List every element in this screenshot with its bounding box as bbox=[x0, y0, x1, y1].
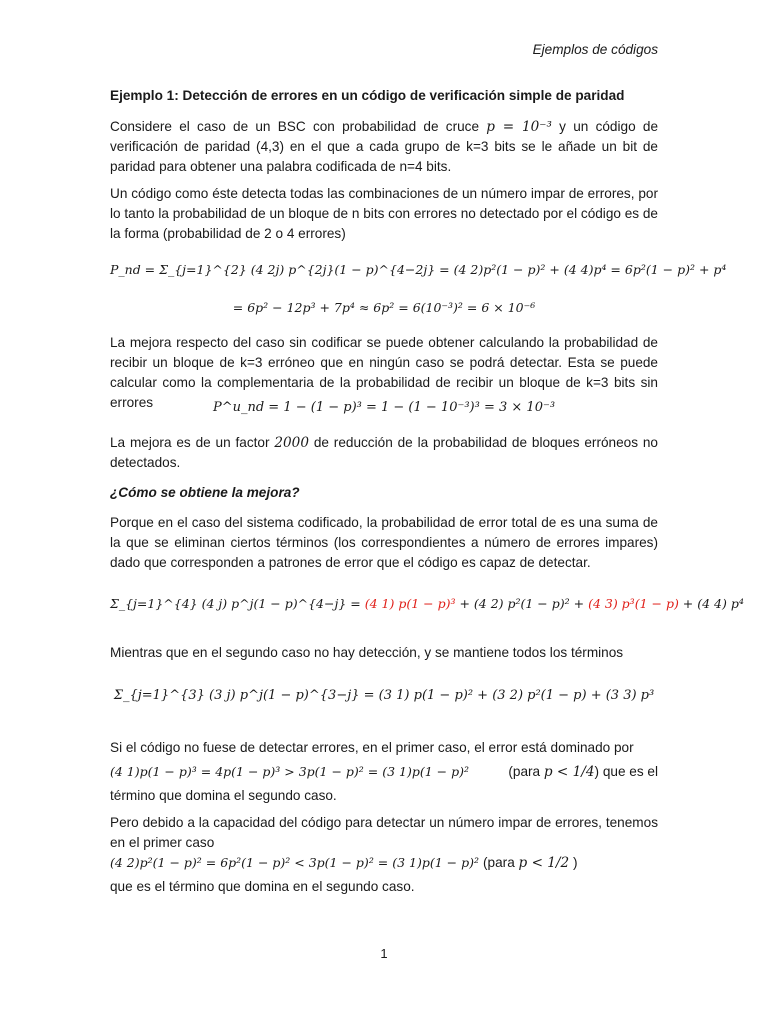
dominant-2-text-a: Pero debido a la capacidad del código para detectar un número impar de errores, tenemos en el primer caso bbox=[110, 815, 658, 850]
paragraph-detection: Un código como éste detecta todas las combinaciones de un número impar de errores, por lo tanto la probabilidad de un bloque de n bits con errores no detectado por el código es de la forma (probabilidad de 2 o 4 errores) bbox=[110, 186, 658, 241]
example-title: Ejemplo 1: Detección de errores en un código de verificación simple de paridad bbox=[110, 88, 625, 103]
equation-pnd-line2: = 6p² − 12p³ + 7p⁴ ≈ 6p² = 6(10⁻³)² = 6 × 10⁻⁶ bbox=[232, 300, 536, 315]
paragraph-dominant-1-line3: término que domina el segundo caso. bbox=[110, 788, 337, 803]
equation-coded-sum-c: + (4 4) p⁴ bbox=[678, 596, 744, 611]
dominant-2-cond-math: p < 1/2 bbox=[518, 855, 570, 871]
paragraph-intro bbox=[110, 117, 658, 177]
dominant-2-math: (4 2)p²(1 − p)² = 6p²(1 − p)² < 3p(1 − p)² = (3 1)p(1 − p)² bbox=[110, 855, 480, 870]
paragraph-dominant-2 bbox=[110, 813, 658, 897]
dominant-1-tail: ) que es el bbox=[594, 764, 658, 779]
paragraph-factor-text-b: de reducción de la probabilidad de bloques erróneos no detectados. bbox=[110, 435, 658, 470]
paragraph-dominant-1-line2 bbox=[110, 762, 658, 782]
paragraph-uncoded: Mientras que en el segundo caso no hay detección, y se mantiene todos los términos bbox=[110, 645, 624, 660]
equation-coded-red-term-2: (4 3) p³(1 − p) bbox=[588, 596, 679, 611]
paragraph-intro-text-a: Considere el caso de un BSC con probabilidad de cruce bbox=[110, 119, 487, 134]
running-header: Ejemplos de códigos bbox=[532, 42, 658, 57]
paragraph-intro-text-b: y un código de verificación de paridad (4,3) en el que a cada grupo de k=3 bits se le añade un bit de paridad para obtener una palabra codificada de n=4 bits. bbox=[110, 119, 658, 174]
equation-uncoded-sum: Σ_{j=1}^{3} (3 j) p^j(1 − p)^{3−j} = (3 1) p(1 − p)² + (3 2) p²(1 − p) + (3 3) p³ bbox=[113, 688, 655, 703]
page-number: 1 bbox=[380, 946, 388, 961]
paragraph-factor-text-a: La mejora es de un factor bbox=[110, 435, 275, 450]
equation-pund: P^u_nd = 1 − (1 − p)³ = 1 − (1 − 10⁻³)³ = 3 × 10⁻³ bbox=[212, 400, 556, 415]
equation-coded-sum bbox=[110, 596, 744, 611]
crossover-probability-math: p = 10⁻³ bbox=[486, 119, 552, 135]
paragraph-improvement: La mejora respecto del caso sin codificar se puede obtener calculando la probabilidad de recibir un bloque de k=3 erróneo que en ningún caso se podrá detectar. Esta se puede calcular como la complementaria de la probabilidad de recibir un bloque de k=3 bits sin errores bbox=[110, 335, 658, 410]
paragraph-factor bbox=[110, 433, 658, 473]
subheading-how: ¿Cómo se obtiene la mejora? bbox=[110, 485, 300, 500]
dominant-1-para: (para bbox=[508, 764, 544, 779]
equation-coded-red-term-1: (4 1) p(1 − p)³ bbox=[364, 596, 456, 611]
equation-coded-sum-b: + (4 2) p²(1 − p)² + bbox=[455, 596, 589, 611]
dominant-2-close: ) bbox=[572, 855, 578, 870]
equation-pnd-line1: P_nd = Σ_{j=1}^{2} (4 2j) p^{2j}(1 − p)^{4−2j} = (4 2)p²(1 − p)² + (4 4)p⁴ = 6p²(1 − p)² + p⁴ bbox=[110, 262, 727, 277]
dominant-1-cond-math: p < 1/4 bbox=[543, 764, 595, 780]
paragraph-dominant-1-line1: Si el código no fuese de detectar errores, en el primer caso, el error está dominado por bbox=[110, 740, 634, 755]
paragraph-dominant-2-body bbox=[110, 813, 658, 873]
dominant-1-condition bbox=[508, 762, 658, 782]
factor-value: 2000 bbox=[274, 435, 309, 451]
dominant-2-condition bbox=[483, 853, 577, 873]
dominant-1-math: (4 1)p(1 − p)³ = 4p(1 − p)³ > 3p(1 − p)² = (3 1)p(1 − p)² bbox=[110, 764, 469, 779]
paragraph-explanation: Porque en el caso del sistema codificado, la probabilidad de error total de es una suma de la que se eliminan ciertos términos (los correspondientes a número de errores impares) dado que corresponden a patrones de error que el código es capaz de detectar. bbox=[110, 515, 658, 570]
equation-coded-sum-a: Σ_{j=1}^{4} (4 j) p^j(1 − p)^{4−j} = bbox=[110, 596, 365, 611]
dominant-2-para: (para bbox=[483, 855, 515, 870]
paragraph-dominant-1 bbox=[110, 738, 658, 806]
paragraph-dominant-2-end: que es el término que domina en el segundo caso. bbox=[110, 879, 415, 894]
